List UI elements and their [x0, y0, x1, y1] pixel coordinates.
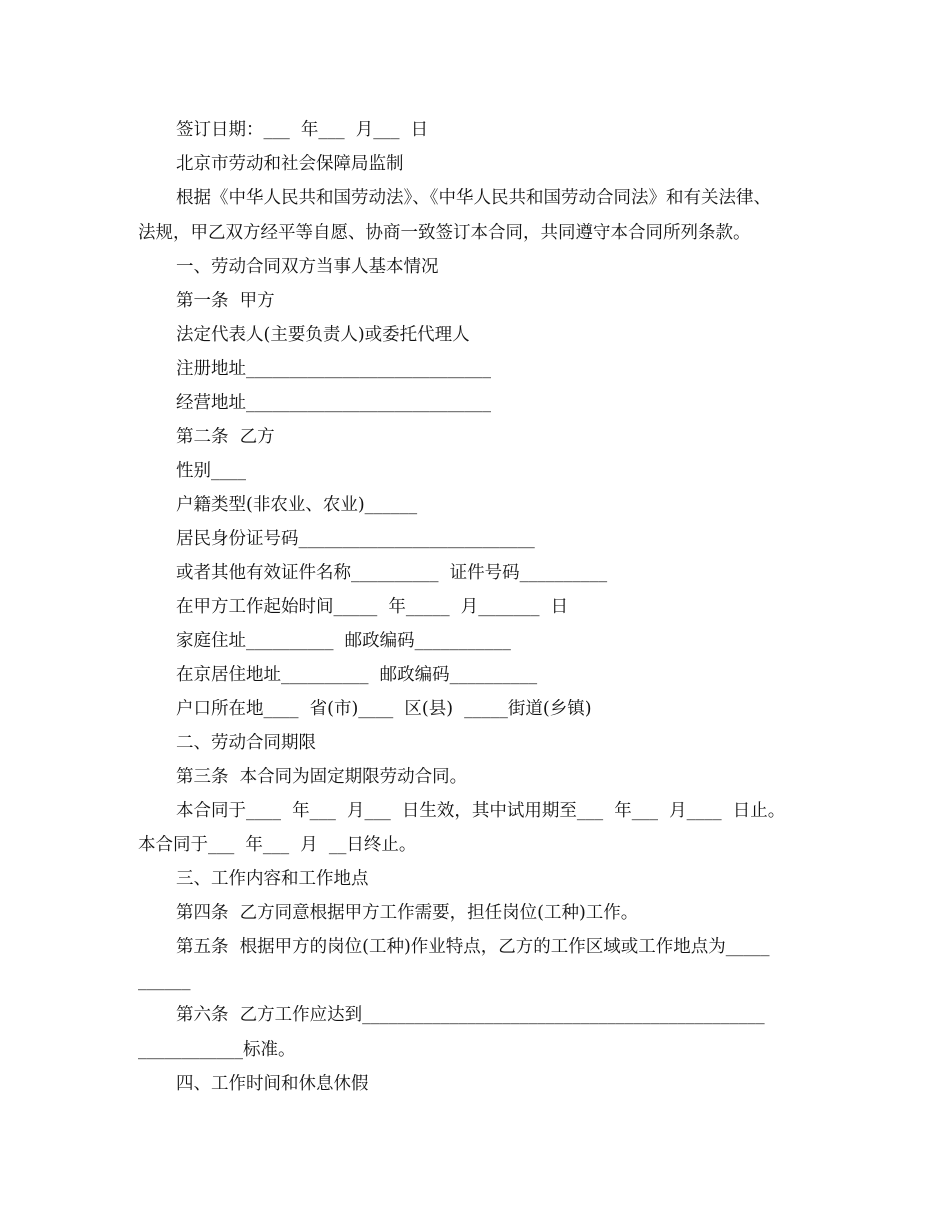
article-2-heading: 第二条 乙方 [176, 427, 275, 447]
effective-date-line: 本合同于____ 年___ 月___ 日生效，其中试用期至___ 年___ 月____ 日止。 [176, 801, 786, 821]
article-1-heading: 第一条 甲方 [176, 291, 275, 311]
preamble-line-2: 法规，甲乙双方经平等自愿、协商一致签订本合同，共同遵守本合同所列条款。 [138, 223, 751, 243]
gender-line: 性别____ [176, 461, 246, 481]
section-heading-2: 二、劳动合同期限 [176, 733, 316, 753]
article-3-line: 第三条 本合同为固定期限劳动合同。 [176, 767, 468, 787]
home-address-line: 家庭住址__________ 邮政编码___________ [176, 631, 511, 651]
section-heading-1: 一、劳动合同双方当事人基本情况 [176, 257, 439, 277]
supervisor-line: 北京市劳动和社会保障局监制 [176, 154, 404, 174]
legal-representative-line: 法定代表人(主要负责人)或委托代理人 [176, 325, 470, 345]
article-4-line: 第四条 乙方同意根据甲方工作需要，担任岗位(工种)工作。 [176, 903, 639, 923]
signing-date-line: 签订日期：___ 年___ 月___ 日 [176, 120, 429, 140]
start-date-line: 在甲方工作起始时间_____ 年_____ 月_______ 日 [176, 597, 569, 617]
section-heading-4: 四、工作时间和休息休假 [176, 1074, 369, 1094]
household-type-line: 户籍类型(非农业、农业)______ [176, 495, 418, 515]
preamble-line-1: 根据《中华人民共和国劳动法》、《中华人民共和国劳动合同法》和有关法律、 [176, 188, 771, 208]
registered-address-line: 注册地址____________________________ [176, 359, 491, 379]
article-5-continuation: ______ [138, 971, 191, 991]
article-6-line: 第六条 乙方工作应达到______________________________________________ [176, 1005, 765, 1025]
id-number-line: 居民身份证号码___________________________ [176, 529, 535, 549]
other-id-line: 或者其他有效证件名称__________ 证件号码__________ [176, 563, 608, 583]
beijing-address-line: 在京居住地址__________ 邮政编码__________ [176, 665, 538, 685]
termination-date-line: 本合同于___ 年___ 月 __日终止。 [138, 835, 417, 855]
business-address-line: 经营地址____________________________ [176, 393, 491, 413]
section-heading-3: 三、工作内容和工作地点 [176, 869, 369, 889]
hukou-location-line: 户口所在地____ 省(市)____ 区(县) _____街道(乡镇) [176, 699, 592, 719]
article-5-line: 第五条 根据甲方的岗位(工种)作业特点，乙方的工作区域或工作地点为_____ [176, 937, 770, 957]
article-6-continuation: ____________标准。 [138, 1040, 296, 1060]
